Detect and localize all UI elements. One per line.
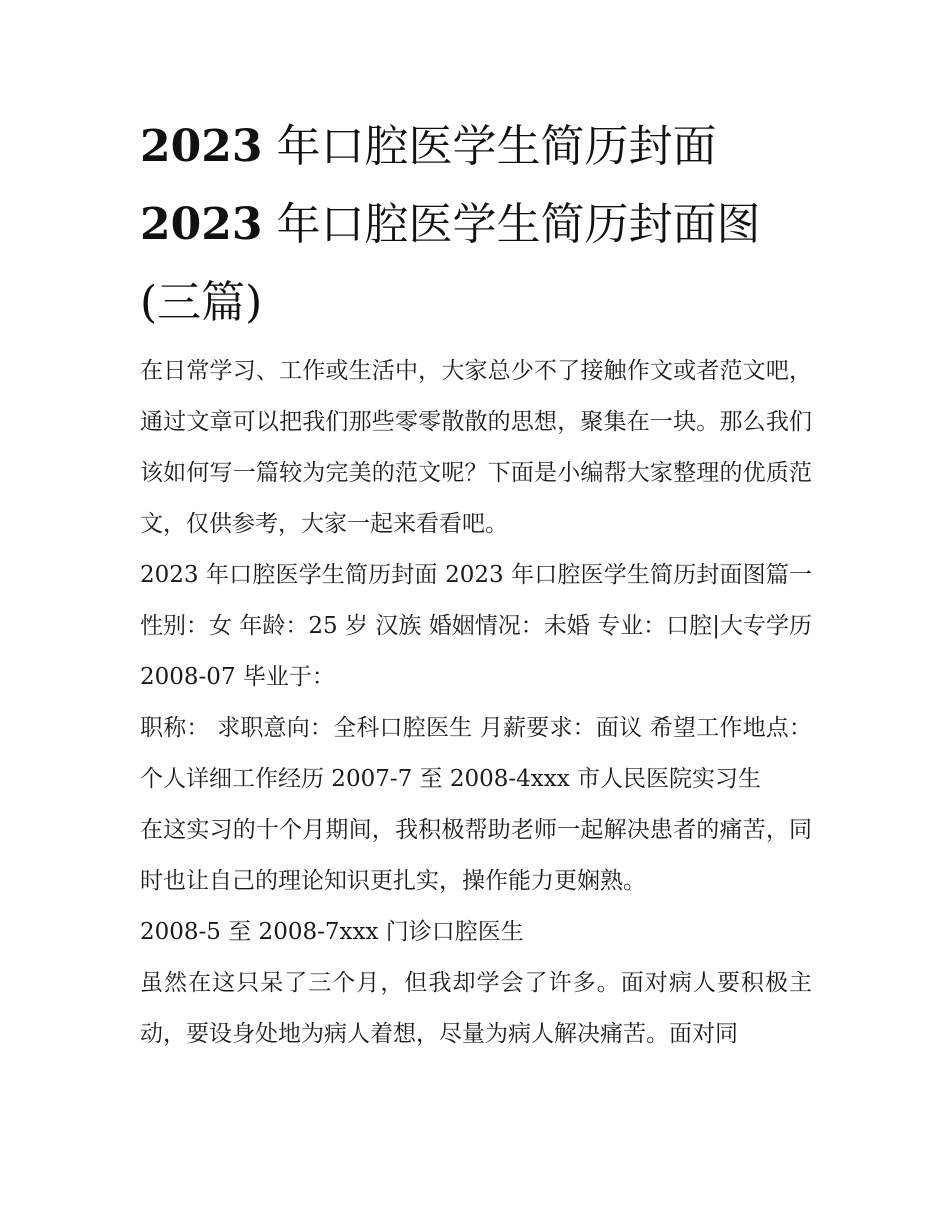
document-body: [140, 108, 812, 1060]
profile-paragraph: 2023 年口腔医学生简历封面 2023 年口腔医学生简历封面图篇一 性别：女 年龄：25 岁 汉族 婚姻情况：未婚 专业：口腔|大专学历 2008-07 毕业于：: [140, 562, 812, 690]
title-year: 2023: [140, 121, 263, 172]
experience-paragraph: 虽然在这只呆了三个月，但我却学会了许多。面对病人要积极主动，要设身处地为病人着想，尽量为病人解决痛苦。面对同: [140, 970, 812, 1047]
title-text: 年口腔医学生简历封面图: [262, 199, 761, 250]
intro-paragraph: 在日常学习、工作或生活中，大家总少不了接触作文或者范文吧，通过文章可以把我们那些零零散散的思想，聚集在一块。那么我们该如何写一篇较为完美的范文呢？下面是小编帮大家整理的优质范文，仅供参考，大家一起来看看吧。: [140, 358, 812, 537]
work-period-paragraph: 2008-5 至 2008-7xxx 门诊口腔医生: [140, 919, 524, 945]
title-line-3: (三篇): [140, 277, 263, 328]
title-line-2: [140, 186, 812, 264]
internship-paragraph: 在这实习的十个月期间，我积极帮助老师一起解决患者的痛苦，同时也让自己的理论知识更扎实，操作能力更娴熟。: [140, 817, 812, 894]
title-text: 年口腔医学生简历封面: [262, 121, 717, 172]
document-title: [140, 108, 812, 342]
title-year: 2023: [140, 199, 263, 250]
job-intention-paragraph: 职称： 求职意向：全科口腔医生 月薪要求：面议 希望工作地点： 个人详细工作经历 2007-7 至 2008-4xxx 市人民医院实习生: [140, 715, 812, 792]
title-line-1: [140, 108, 812, 186]
